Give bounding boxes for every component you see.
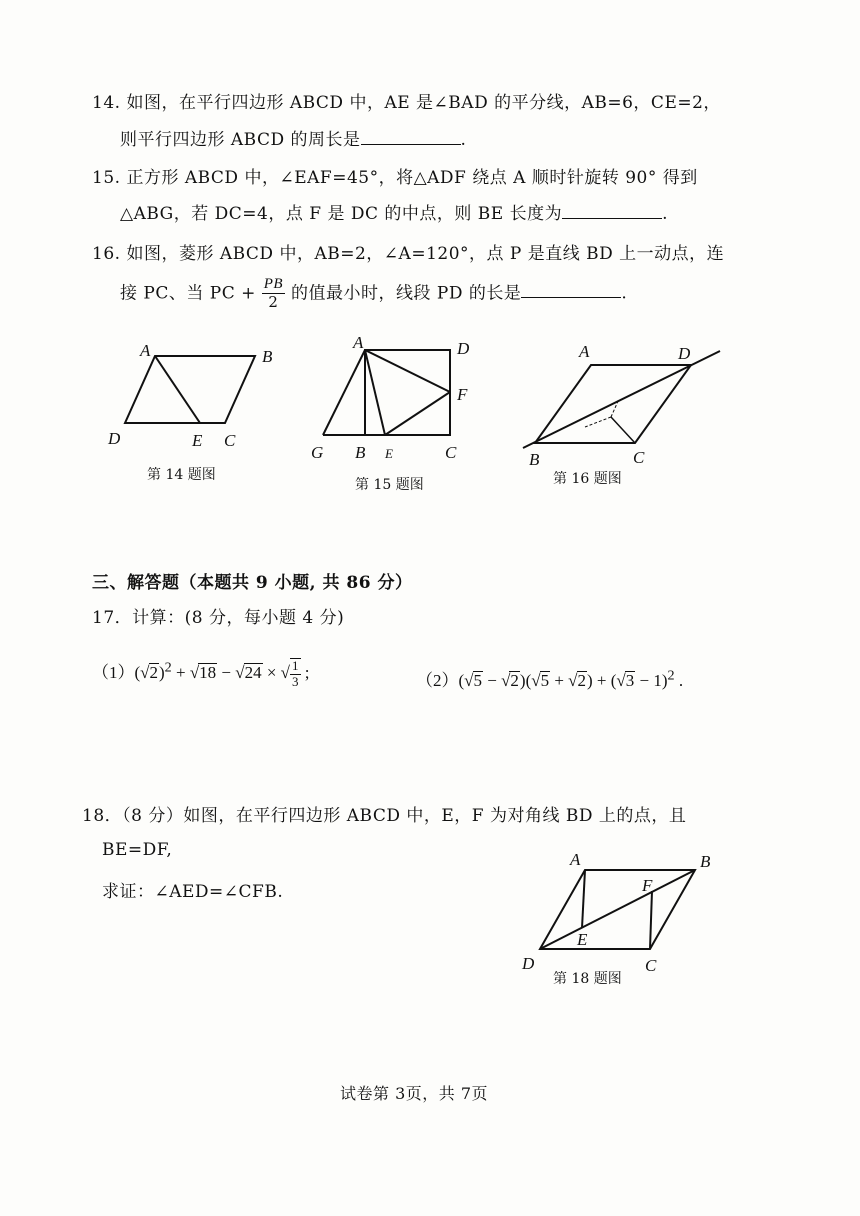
q15-line2-end: . bbox=[662, 204, 669, 224]
fig15-square bbox=[365, 350, 450, 435]
fig16-label-b: B bbox=[529, 450, 540, 469]
fig15-label-d: D bbox=[457, 339, 470, 358]
q17-part2-label: （2） bbox=[416, 671, 459, 690]
fig15-label-c: C bbox=[445, 443, 457, 462]
q16-answer-blank bbox=[521, 296, 621, 298]
fig15-label-e: E bbox=[385, 446, 393, 461]
fig18-label-a: A bbox=[570, 850, 581, 869]
fig14-label-e: E bbox=[192, 431, 203, 450]
fig18-label-d: D bbox=[522, 954, 535, 973]
fig16-caption: 第 16 题图 bbox=[553, 471, 622, 487]
figure-15 bbox=[305, 330, 495, 470]
section3-title: 三、解答题（本题共 9 小题, 共 86 分） bbox=[92, 573, 413, 593]
fig14-label-a: A bbox=[140, 341, 151, 360]
fig18-segment-cf bbox=[650, 891, 652, 949]
q17-part2: $(2)(√5 - √2)(√5 + √2) + (√3 - 1)^2$ . bbox=[416, 667, 684, 690]
q16-line2-end: . bbox=[621, 283, 628, 304]
q15-line1: 15. 正方形 ABCD 中，∠EAF=45°，将△ADF 绕点 A 顺时针旋转 90° 得到 bbox=[92, 168, 698, 188]
q16-line2-text2: 的值最小时，线段 PD 的长是 bbox=[291, 283, 522, 304]
figure-18 bbox=[510, 845, 730, 975]
fig14-label-c: C bbox=[224, 431, 236, 450]
fig18-label-b: B bbox=[700, 852, 711, 871]
q17-part1-label: （1） bbox=[92, 663, 135, 682]
fig14-label-d: D bbox=[108, 429, 121, 448]
fig16-helper-1 bbox=[585, 417, 611, 427]
q14-line1: 14. 如图，在平行四边形 ABCD 中，AE 是∠BAD 的平分线，AB=6，CE=2， bbox=[92, 93, 721, 113]
fig15-segment-ae bbox=[365, 350, 385, 435]
q16-line1: 16. 如图，菱形 ABCD 中，AB=2，∠A=120°，点 P 是直线 BD 上一动点，连 bbox=[92, 244, 725, 264]
fig15-label-a: A bbox=[353, 333, 364, 352]
fig15-segment-ag bbox=[323, 350, 365, 435]
fig18-label-c: C bbox=[645, 956, 657, 975]
q16-frac-num: PB bbox=[262, 276, 285, 294]
fig14-segment-ae bbox=[155, 356, 200, 423]
fig15-label-f: F bbox=[457, 385, 468, 404]
q17-title: 17．计算：(8 分，每小题 4 分) bbox=[92, 608, 345, 628]
figure-16 bbox=[515, 335, 730, 470]
q14-line2-text: 则平行四边形 ABCD 的周长是 bbox=[120, 130, 361, 150]
q18-line2: BE=DF, bbox=[102, 840, 173, 860]
q17-part1: $(1)(√2)^2 + √18 - √24$ × √ $\frac{1}{3}$ ; bbox=[92, 658, 310, 690]
fig16-label-d: D bbox=[678, 344, 691, 363]
q16-frac-den: 2 bbox=[268, 293, 279, 312]
fig15-segment-ef bbox=[385, 392, 450, 435]
q14-line2-end: . bbox=[460, 130, 467, 150]
q14-line2 bbox=[120, 125, 466, 150]
fig18-caption: 第 18 题图 bbox=[553, 971, 622, 987]
fig18-label-e: E bbox=[577, 930, 588, 949]
fig18-label-f: F bbox=[642, 876, 653, 895]
page-footer: 试卷第 3页，共 7页 bbox=[340, 1084, 489, 1103]
fig14-caption: 第 14 题图 bbox=[147, 467, 216, 483]
fig14-label-b: B bbox=[262, 347, 273, 366]
q18-line1: 18．（8 分）如图，在平行四边形 ABCD 中，E，F 为对角线 BD 上的点，且 bbox=[82, 806, 687, 826]
q18-line3: 求证：∠AED=∠CFB. bbox=[102, 882, 284, 902]
fig18-segment-ae bbox=[582, 870, 585, 928]
fig16-label-a: A bbox=[579, 342, 590, 361]
fig14-parallelogram bbox=[125, 356, 255, 423]
q15-line2 bbox=[120, 199, 668, 224]
q15-line2-text: △ABG，若 DC=4，点 F 是 DC 的中点，则 BE 长度为 bbox=[120, 204, 563, 224]
q16-fraction bbox=[262, 276, 285, 312]
fig15-caption: 第 15 题图 bbox=[355, 477, 424, 493]
fig15-label-b: B bbox=[355, 443, 366, 462]
q15-answer-blank bbox=[562, 217, 662, 219]
fig16-segment-pc bbox=[611, 417, 635, 443]
q14-answer-blank bbox=[361, 143, 461, 145]
q16-line2 bbox=[120, 276, 627, 312]
fig15-segment-af bbox=[365, 350, 450, 392]
fig16-label-c: C bbox=[633, 448, 645, 467]
fig15-label-g: G bbox=[311, 443, 324, 462]
q16-line2-text: 接 PC、当 PC + bbox=[120, 283, 256, 304]
